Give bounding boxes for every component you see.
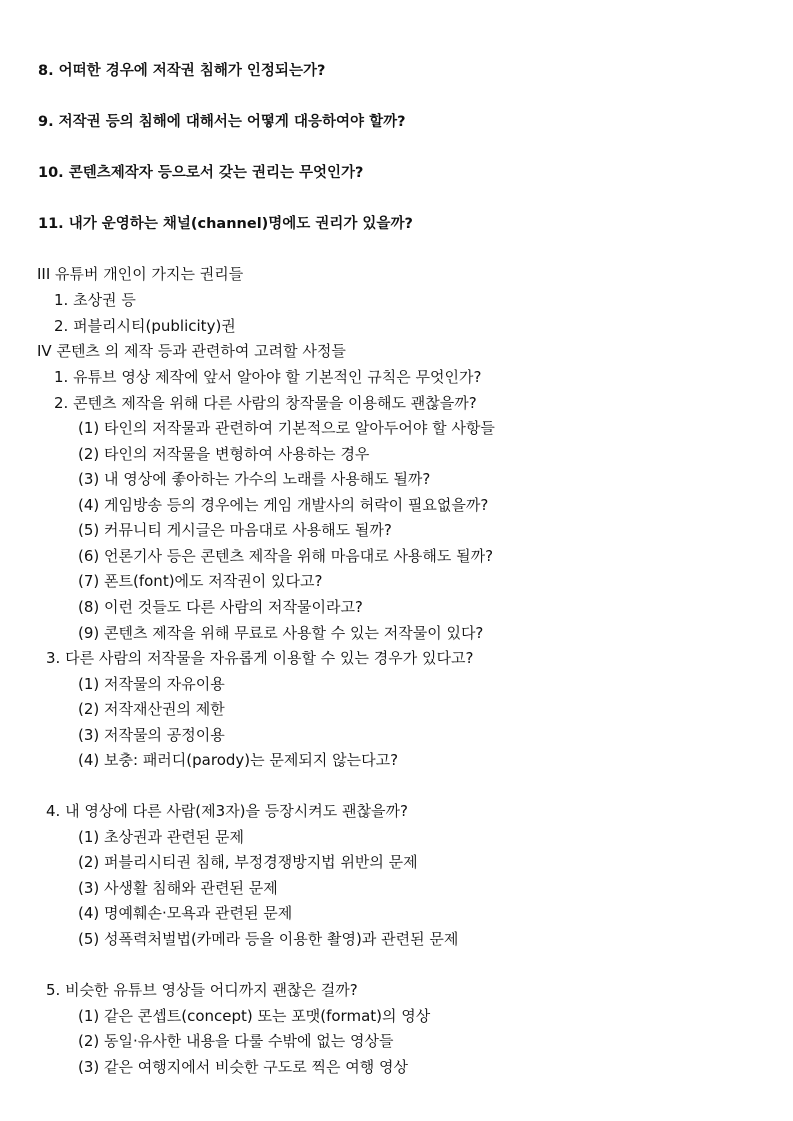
section-heading-iii: III 유튜버 개인이 가지는 권리들 bbox=[37, 265, 244, 283]
outline-subitem: (4) 명예훼손·모욕과 관련된 문제 bbox=[78, 904, 293, 922]
outline-item: 4. 내 영상에 다른 사람(제3자)을 등장시켜도 괜찮을까? bbox=[46, 802, 408, 820]
question-9: 9. 저작권 등의 침해에 대해서는 어떻게 대응하여야 할까? bbox=[38, 114, 406, 130]
outline-subitem: (2) 퍼블리시티권 침해, 부정경쟁방지법 위반의 문제 bbox=[78, 853, 418, 871]
outline-subitem: (3) 사생활 침해와 관련된 문제 bbox=[78, 879, 278, 897]
outline-subitem: (3) 같은 여행지에서 비슷한 구도로 찍은 여행 영상 bbox=[78, 1058, 408, 1076]
question-10: 10. 콘텐츠제작자 등으로서 갖는 권리는 무엇인가? bbox=[38, 165, 364, 181]
outline-subitem: (2) 동일·유사한 내용을 다룰 수밖에 없는 영상들 bbox=[78, 1032, 394, 1050]
outline-subitem: (8) 이런 것들도 다른 사람의 저작물이라고? bbox=[78, 598, 363, 616]
outline-subitem: (4) 보충: 패러디(parody)는 문제되지 않는다고? bbox=[78, 751, 399, 769]
outline-subitem: (2) 저작재산권의 제한 bbox=[78, 700, 225, 718]
outline-subitem: (1) 타인의 저작물과 관련하여 기본적으로 알아두어야 할 사항들 bbox=[78, 419, 495, 437]
outline-subitem: (3) 저작물의 공정이용 bbox=[78, 726, 225, 744]
outline-subitem: (7) 폰트(font)에도 저작권이 있다고? bbox=[78, 572, 323, 590]
outline-item: 2. 퍼블리시티(publicity)권 bbox=[54, 317, 236, 335]
outline-item: 1. 초상권 등 bbox=[54, 291, 136, 309]
outline-subitem: (3) 내 영상에 좋아하는 가수의 노래를 사용해도 될까? bbox=[78, 470, 431, 488]
outline-item: 3. 다른 사람의 저작물을 자유롭게 이용할 수 있는 경우가 있다고? bbox=[46, 649, 474, 667]
question-11: 11. 내가 운영하는 채널(channel)명에도 권리가 있을까? bbox=[38, 216, 413, 232]
outline-subitem: (1) 같은 콘셉트(concept) 또는 포맷(format)의 영상 bbox=[78, 1007, 431, 1025]
outline-subitem: (2) 타인의 저작물을 변형하여 사용하는 경우 bbox=[78, 445, 370, 463]
outline-item: 2. 콘텐츠 제작을 위해 다른 사람의 창작물을 이용해도 괜찮을까? bbox=[54, 394, 477, 412]
outline-subitem: (5) 커뮤니티 게시글은 마음대로 사용해도 될까? bbox=[78, 521, 392, 539]
outline-item: 1. 유튜브 영상 제작에 앞서 알아야 할 기본적인 규칙은 무엇인가? bbox=[54, 368, 482, 386]
outline-subitem: (9) 콘텐츠 제작을 위해 무료로 사용할 수 있는 저작물이 있다? bbox=[78, 624, 484, 642]
outline-subitem: (6) 언론기사 등은 콘텐츠 제작을 위해 마음대로 사용해도 될까? bbox=[78, 547, 494, 565]
outline-subitem: (5) 성폭력처벌법(카메라 등을 이용한 촬영)과 관련된 문제 bbox=[78, 930, 459, 948]
outline-subitem: (1) 초상권과 관련된 문제 bbox=[78, 828, 244, 846]
outline-subitem: (1) 저작물의 자유이용 bbox=[78, 675, 225, 693]
question-8: 8. 어떠한 경우에 저작권 침해가 인정되는가? bbox=[38, 63, 326, 79]
section-heading-iv: IV 콘텐츠 의 제작 등과 관련하여 고려할 사정들 bbox=[37, 342, 346, 360]
outline-item: 5. 비슷한 유튜브 영상들 어디까지 괜찮은 걸까? bbox=[46, 981, 358, 999]
outline-subitem: (4) 게임방송 등의 경우에는 게임 개발사의 허락이 필요없을까? bbox=[78, 496, 489, 514]
